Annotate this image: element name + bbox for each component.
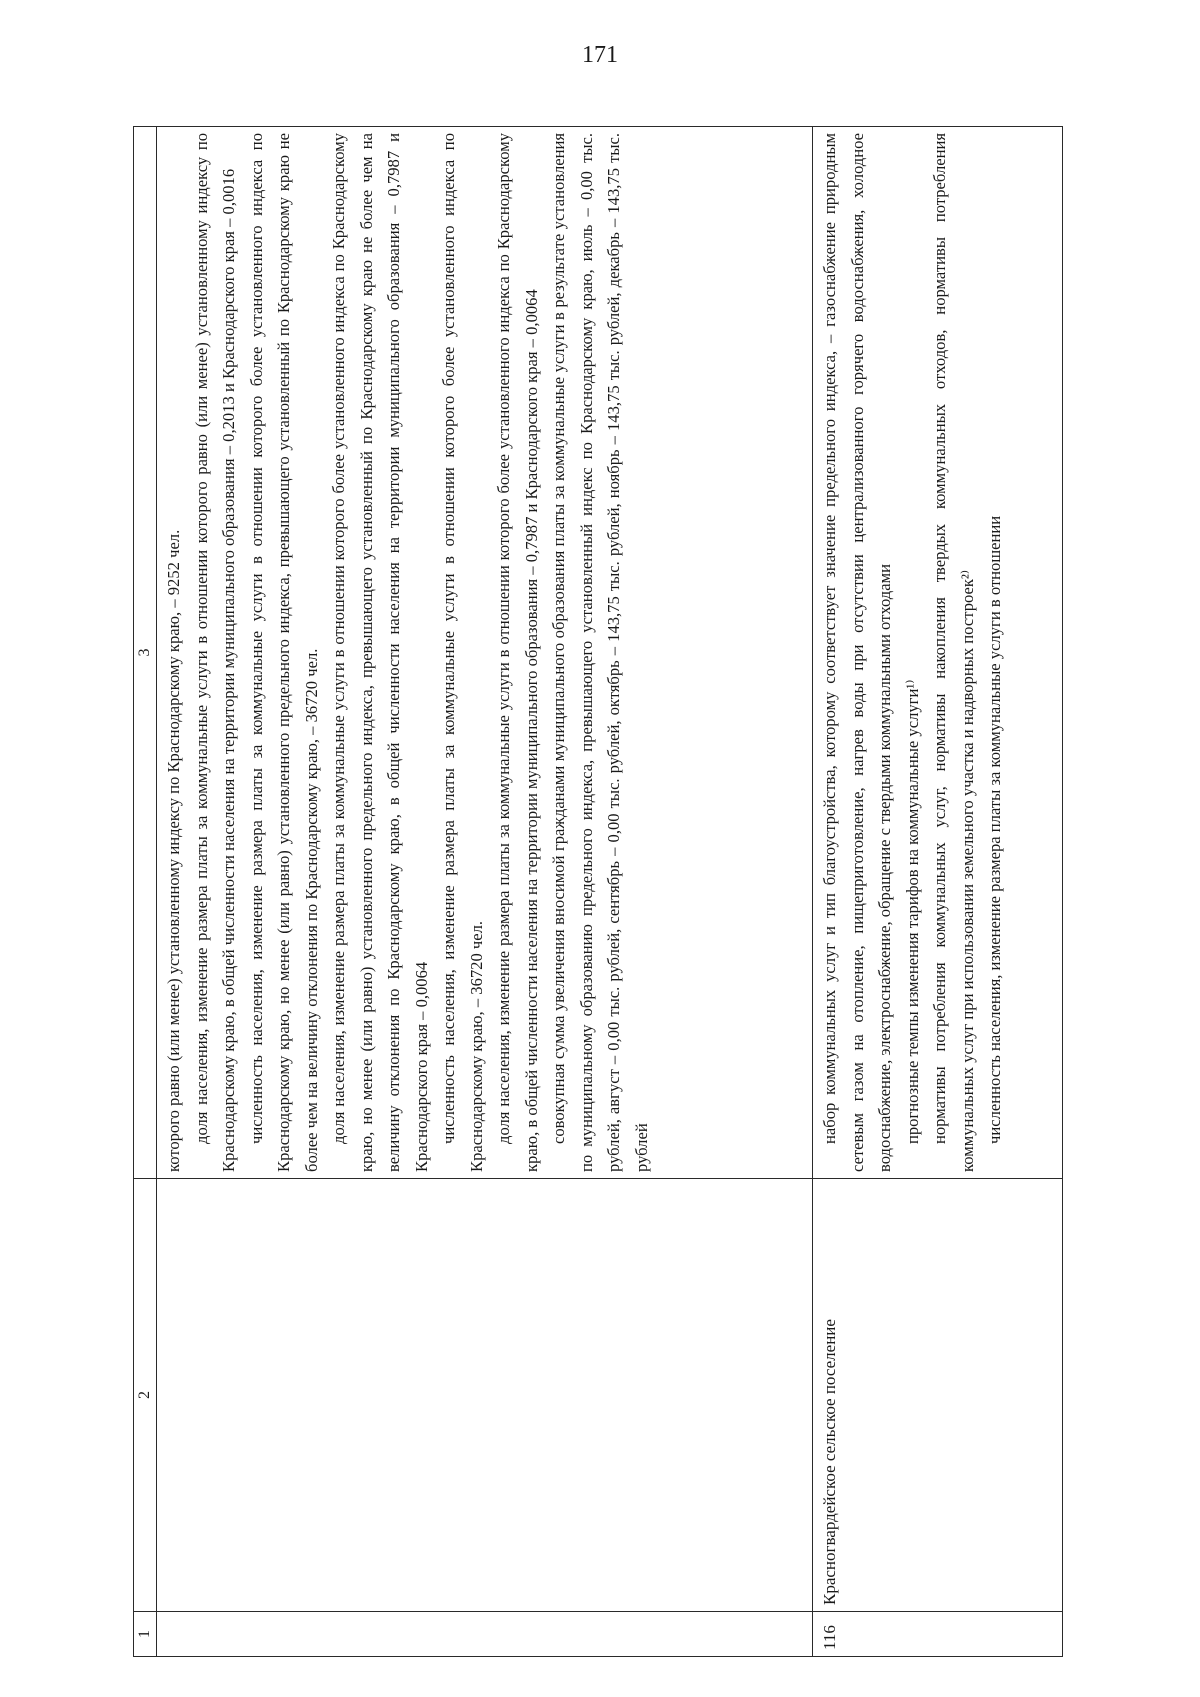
text-paragraph: численность населения, изменение размера платы за коммунальные услуги в отношении которого более установленного индекса по Краснодарскому краю, но менее (или равно) установленного предельного индекса, превышающего установленный по Краснодарскому краю не более чем на величину отклонения по Краснодарскому краю, – 36720 чел. (246, 133, 321, 1172)
text-paragraph: прогнозные темпы изменения тарифов на коммунальные услуги¹⁾ (902, 679, 922, 1144)
text-paragraph: доля населения, изменение размера платы за коммунальные услуги в отношении которого равно (или менее) установленному индексу по Краснодарскому краю, в общей численности населения на территории муниципального образования – 0,2013 и Краснодарского края – 0,0016 (191, 133, 238, 1172)
row-municipality (157, 1179, 813, 1612)
header-col-3: 3 (134, 127, 157, 1179)
table-header-row (134, 127, 157, 1657)
text-paragraph: численность населения, изменение размера платы за коммунальные услуги в отношении (985, 515, 1004, 1144)
row-number: 116 (813, 1612, 1063, 1657)
row-number (157, 1612, 813, 1657)
row-text (813, 127, 1063, 1179)
text-paragraph: совокупная сумма увеличения вносимой гражданами муниципального образования платы за коммунальные услуги в результате установления по муниципальному образованию предельного индекса, превышающего установленный индекс по Краснодарскому краю, июль – 0,00 тыс. рублей, август – 0,00 тыс. рублей, сентябрь – 0,00 тыс. рублей, октябрь – 143,75 тыс. рублей, ноябрь – 143,75 тыс. рублей, декабрь – 143,75 тыс. рублей (549, 133, 651, 1172)
text-paragraph: нормативы потребления коммунальных услуг, нормативы накопления твердых коммунальных отходов, нормативы потребления коммунальных услуг при использовании земельного участка и надворных построек²⁾ (930, 133, 977, 1172)
text-paragraph: доля населения, изменение размера платы за коммунальные услуги в отношении которого более установленного индекса по Краснодарскому краю, но менее (или равно) установленного предельного индекса, превышающего установленный по Краснодарскому краю не более чем на величину отклонения по Краснодарскому краю, в общей численности населения на территории муниципального образования – 0,7987 и Краснодарского края – 0,0064 (329, 133, 431, 1172)
table-row (813, 127, 1063, 1657)
header-col-1: 1 (134, 1612, 157, 1657)
rotated-table-wrapper (133, 127, 1063, 1657)
text-paragraph: доля населения, изменение размера платы за коммунальные услуги в отношении которого более установленного индекса по Краснодарскому краю, в общей численности населения на территории муниципального образования – 0,7987 и Краснодарского края – 0,0064 (494, 133, 541, 1172)
text-paragraph: численность населения, изменение размера платы за коммунальные услуги в отношении которого более установленного индекса по Краснодарскому краю, – 36720 чел. (439, 133, 486, 1172)
row-municipality: Красногвардейское сельское поселение (813, 1179, 1063, 1612)
row-text (157, 127, 813, 1179)
header-col-2: 2 (134, 1179, 157, 1612)
page-number: 171 (582, 42, 618, 68)
text-paragraph: набор коммунальных услуг и тип благоустройства, которому соответствует значение предельного индекса, – газоснабжение природным сетевым газом на отопление, пищеприготовление, нагрев воды при отсутствии централизованного горячего водоснабжения, холодное водоснабжение, электроснабжение, обращение с твердыми коммунальными отходами (820, 133, 894, 1172)
table-row (157, 127, 813, 1657)
text-paragraph: которого равно (или менее) установленному индексу по Краснодарскому краю, – 9252 чел. (164, 529, 183, 1172)
data-table (133, 126, 1063, 1657)
